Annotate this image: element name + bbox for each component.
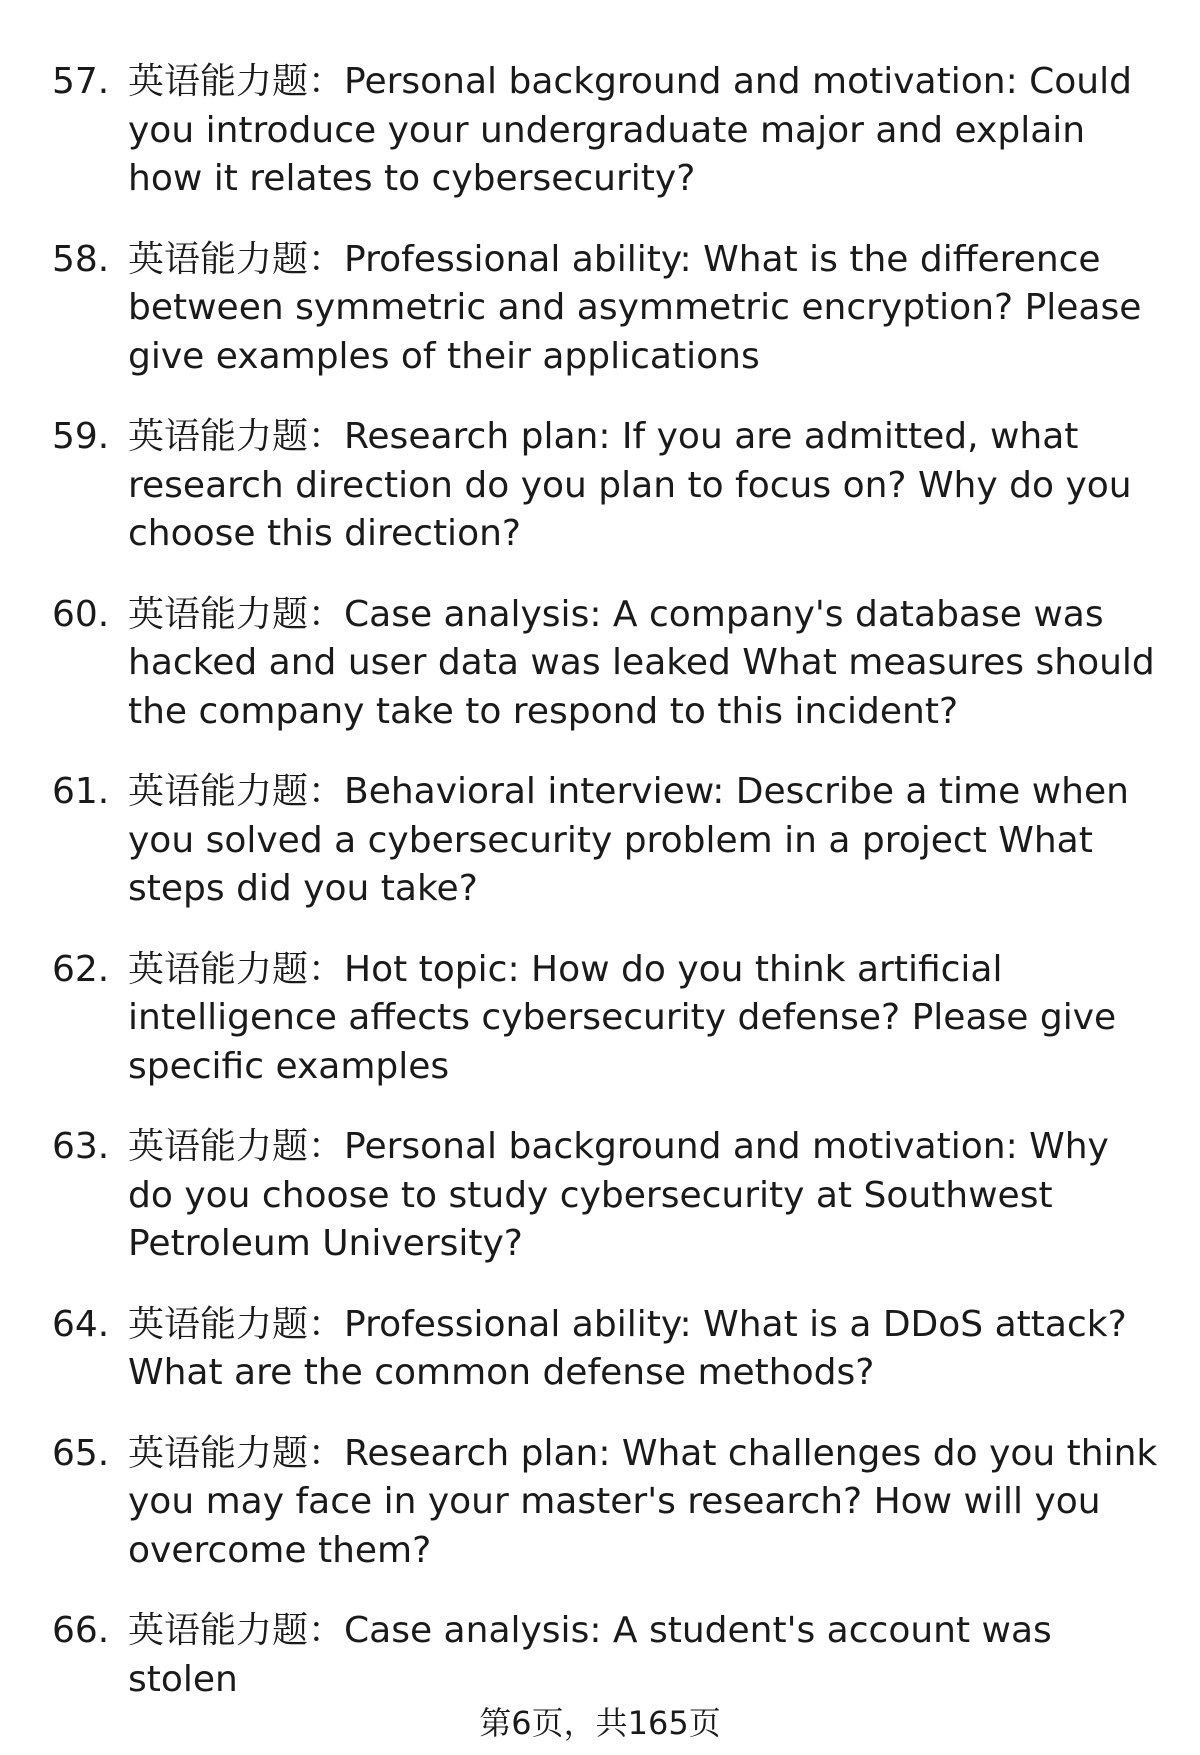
- question-body: [128, 946, 1162, 1092]
- question-number: 64.: [52, 1303, 110, 1345]
- question-item: [52, 946, 1162, 1092]
- question-item: [52, 1430, 1162, 1576]
- question-number: 57.: [52, 61, 110, 102]
- question-text: Professional ability: What is a DDoS attack? What are the common defense methods?: [128, 1303, 1127, 1393]
- question-number: 59.: [52, 416, 110, 457]
- question-category: 英语能力题：: [128, 771, 345, 812]
- question-category: 英语能力题：: [128, 238, 345, 280]
- question-text: Behavioral interview: Describe a time when you solved a cybersecurity problem in a project What steps did you take?: [128, 771, 1129, 909]
- question-text: Case analysis: A company's database was hacked and user data was leaked What measures should the company take to respond to this incident?: [128, 593, 1155, 732]
- question-number: 63.: [52, 1126, 110, 1167]
- question-body: [128, 1301, 1162, 1398]
- question-text: Research plan: If you are admitted, what research direction do you plan to focus on? Why do you choose this direction?: [128, 416, 1132, 554]
- question-item: [52, 591, 1162, 737]
- page-number-footer: 第6页，共165页: [479, 1704, 721, 1742]
- question-text: Personal background and motivation: Could you introduce your undergraduate major and explain how it relates to cybersecurity?: [128, 61, 1132, 199]
- question-body: [128, 236, 1162, 382]
- question-body: [128, 768, 1162, 914]
- question-category: 英语能力题：: [128, 61, 345, 102]
- question-number: 62.: [52, 948, 110, 990]
- question-text: Professional ability: What is the difference between symmetric and asymmetric encryption? Please give examples of their applications: [128, 238, 1142, 377]
- question-category: 英语能力题：: [128, 1126, 345, 1167]
- question-category: 英语能力题：: [128, 1610, 345, 1651]
- question-body: [128, 1607, 1162, 1704]
- question-number: 60.: [52, 593, 110, 635]
- question-item: [52, 413, 1162, 559]
- question-item: [52, 1123, 1162, 1269]
- question-category: 英语能力题：: [128, 416, 345, 457]
- question-item: [52, 236, 1162, 382]
- question-item: [52, 58, 1162, 204]
- question-text: Personal background and motivation: Why do you choose to study cybersecurity at Southwest Petroleum University?: [128, 1126, 1109, 1264]
- question-category: 英语能力题：: [128, 1303, 345, 1345]
- question-item: [52, 1607, 1162, 1704]
- question-body: [128, 1430, 1162, 1576]
- question-list: [52, 58, 1162, 1736]
- question-text: Case analysis: A student's account was stolen: [128, 1610, 1052, 1700]
- question-item: [52, 768, 1162, 914]
- question-category: 英语能力题：: [128, 593, 345, 635]
- question-number: 61.: [52, 771, 110, 812]
- question-text: Research plan: What challenges do you think you may face in your master's research? How will you overcome them?: [128, 1432, 1158, 1571]
- question-item: [52, 1301, 1162, 1398]
- question-number: 65.: [52, 1432, 110, 1474]
- question-body: [128, 413, 1162, 559]
- question-body: [128, 591, 1162, 737]
- question-text: Hot topic: How do you think artificial intelligence affects cybersecurity defense? Please give specific examples: [128, 948, 1117, 1087]
- question-category: 英语能力题：: [128, 1432, 345, 1474]
- question-body: [128, 58, 1162, 204]
- question-number: 66.: [52, 1610, 110, 1651]
- question-category: 英语能力题：: [128, 948, 345, 990]
- question-body: [128, 1123, 1162, 1269]
- question-number: 58.: [52, 238, 110, 280]
